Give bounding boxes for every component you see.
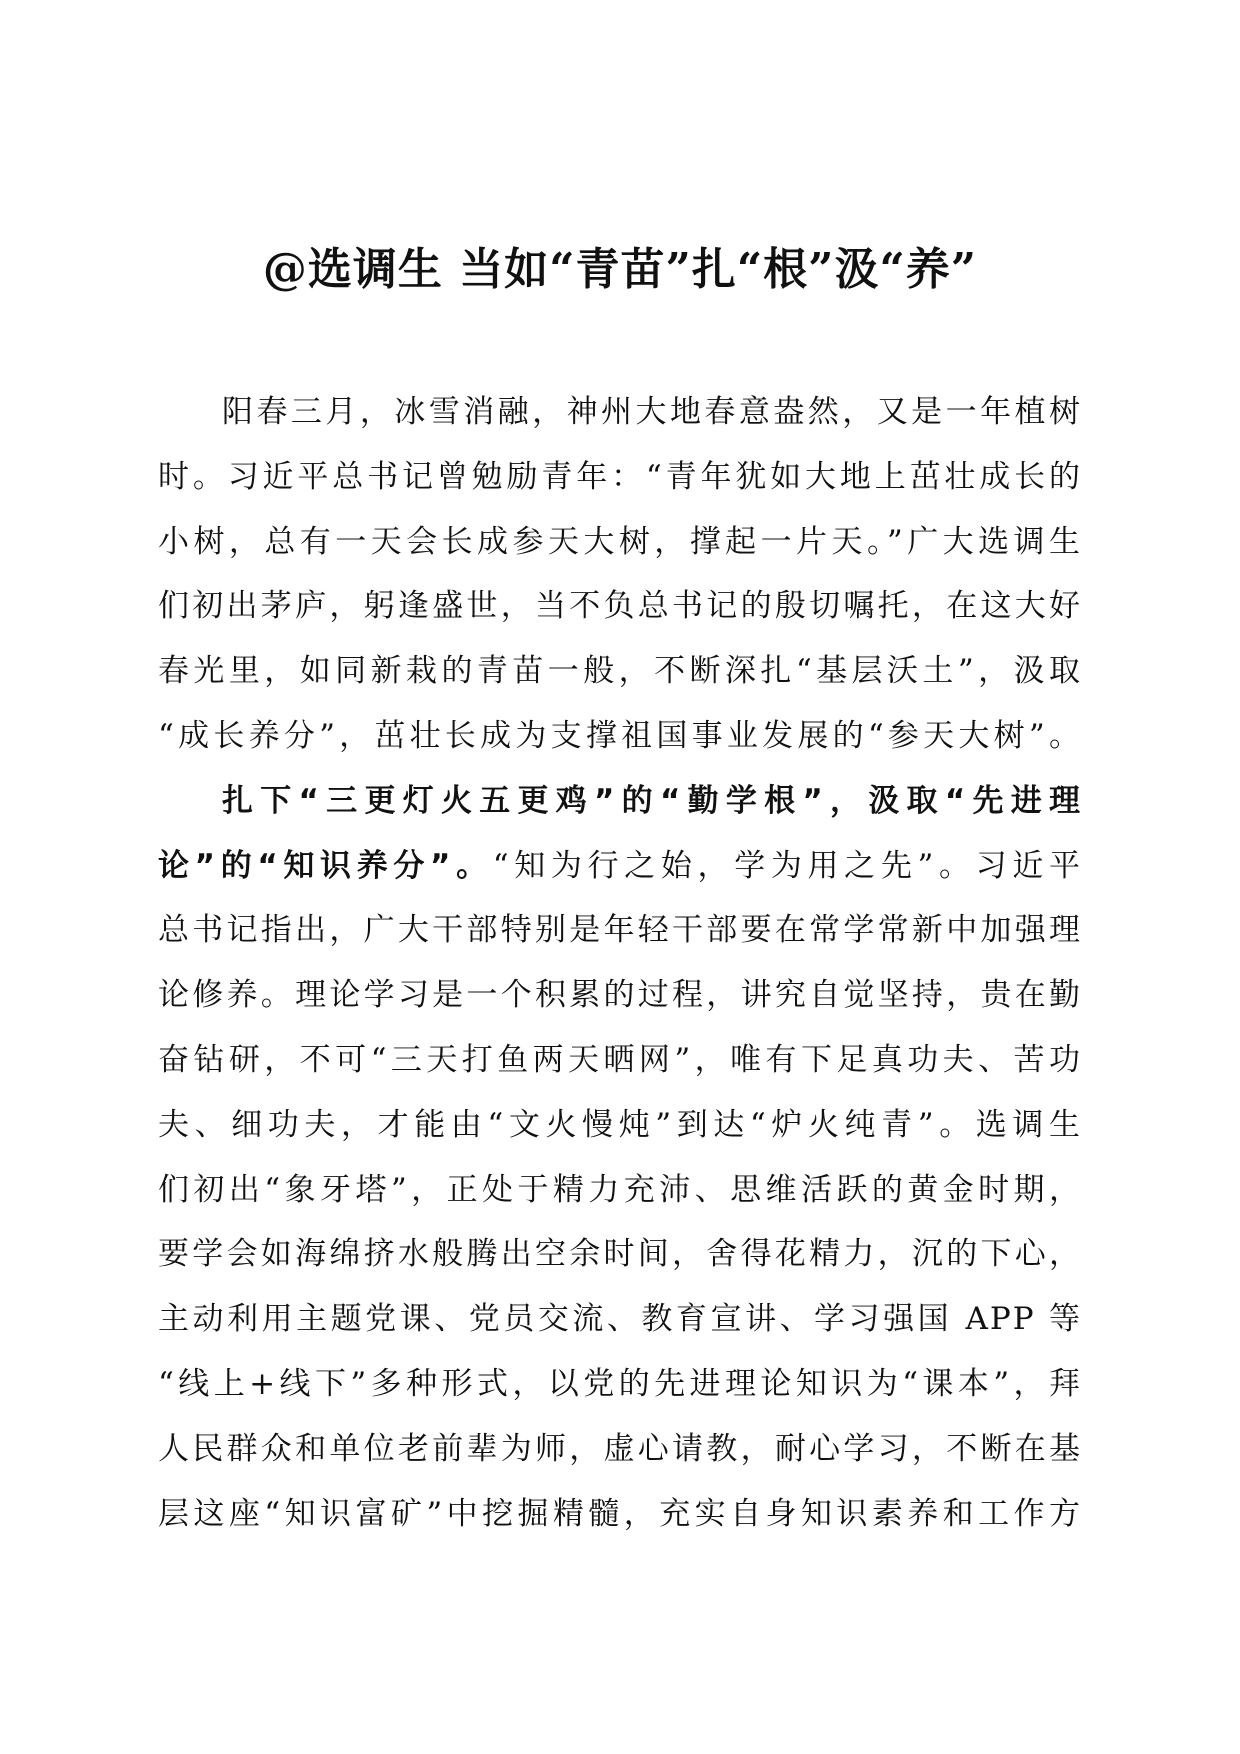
text-line bbox=[158, 898, 1082, 963]
text-line bbox=[158, 445, 1082, 510]
bold-text-segment: 论”的“知识养分”。 bbox=[158, 847, 493, 884]
text-line bbox=[158, 834, 1082, 899]
text-segment: “知为行之始，学为用之先”。习近平 bbox=[492, 847, 1082, 884]
text-segment: 总书记指出，广大干部特别是年轻干部要在常学常新中加强理 bbox=[158, 912, 1082, 949]
text-line bbox=[158, 1287, 1082, 1352]
text-segment: 春光里，如同新栽的青苗一般，不断深扎“基层沃土”，汲取 bbox=[158, 653, 1082, 690]
text-line bbox=[158, 963, 1082, 1028]
text-segment: 主动利用主题党课、党员交流、教育宣讲、学习强国 APP 等 bbox=[158, 1301, 1082, 1338]
bold-text-segment: 扎下“三更灯火五更鸡”的“勤学根”，汲取“先进理 bbox=[222, 782, 1082, 819]
text-line bbox=[158, 639, 1082, 704]
text-segment: “线上+线下”多种形式，以党的先进理论知识为“课本”，拜 bbox=[158, 1365, 1082, 1402]
text-line bbox=[158, 1352, 1082, 1417]
text-segment: 要学会如海绵挤水般腾出空余时间，舍得花精力，沉的下心， bbox=[158, 1236, 1082, 1273]
text-segment: 层这座“知识富矿”中挖掘精髓，充实自身知识素养和工作方 bbox=[158, 1495, 1082, 1532]
article-body bbox=[158, 380, 1082, 1546]
text-line bbox=[158, 574, 1082, 639]
text-segment: “成长养分”，茁壮长成为支撑祖国事业发展的“参天大树”。 bbox=[158, 717, 1082, 754]
text-line bbox=[158, 380, 1082, 445]
text-line bbox=[158, 1222, 1082, 1287]
text-line bbox=[158, 1093, 1082, 1158]
text-line bbox=[158, 1028, 1082, 1093]
text-segment: 阳春三月，冰雪消融，神州大地春意盎然，又是一年植树 bbox=[222, 394, 1082, 430]
text-segment: 人民群众和单位老前辈为师，虚心请教，耐心学习，不断在基 bbox=[158, 1430, 1082, 1467]
text-line bbox=[158, 1482, 1082, 1547]
text-segment: 奋钻研，不可“三天打鱼两天晒网”，唯有下足真功夫、苦功 bbox=[158, 1041, 1082, 1078]
text-segment: 时。习近平总书记曾勉励青年：“青年犹如大地上茁壮成长的 bbox=[158, 458, 1082, 495]
text-segment: 们初出“象牙塔”，正处于精力充沛、思维活跃的黄金时期， bbox=[158, 1171, 1082, 1208]
text-line bbox=[158, 1417, 1082, 1482]
text-segment: 小树，总有一天会长成参天大树，撑起一片天。”广大选调生 bbox=[158, 523, 1082, 560]
text-segment: 们初出茅庐，躬逢盛世，当不负总书记的殷切嘱托，在这大好 bbox=[158, 588, 1082, 625]
page-title: @选调生 当如“青苗”扎“根”汲“养” bbox=[262, 244, 978, 295]
text-segment: 论修养。理论学习是一个积累的过程，讲究自觉坚持，贵在勤 bbox=[158, 977, 1082, 1014]
text-line bbox=[158, 769, 1082, 834]
text-line bbox=[158, 1158, 1082, 1223]
text-line bbox=[158, 510, 1082, 575]
text-segment: 夫、细功夫，才能由“文火慢炖”到达“炉火纯青”。选调生 bbox=[158, 1106, 1082, 1143]
text-line bbox=[158, 704, 1082, 769]
